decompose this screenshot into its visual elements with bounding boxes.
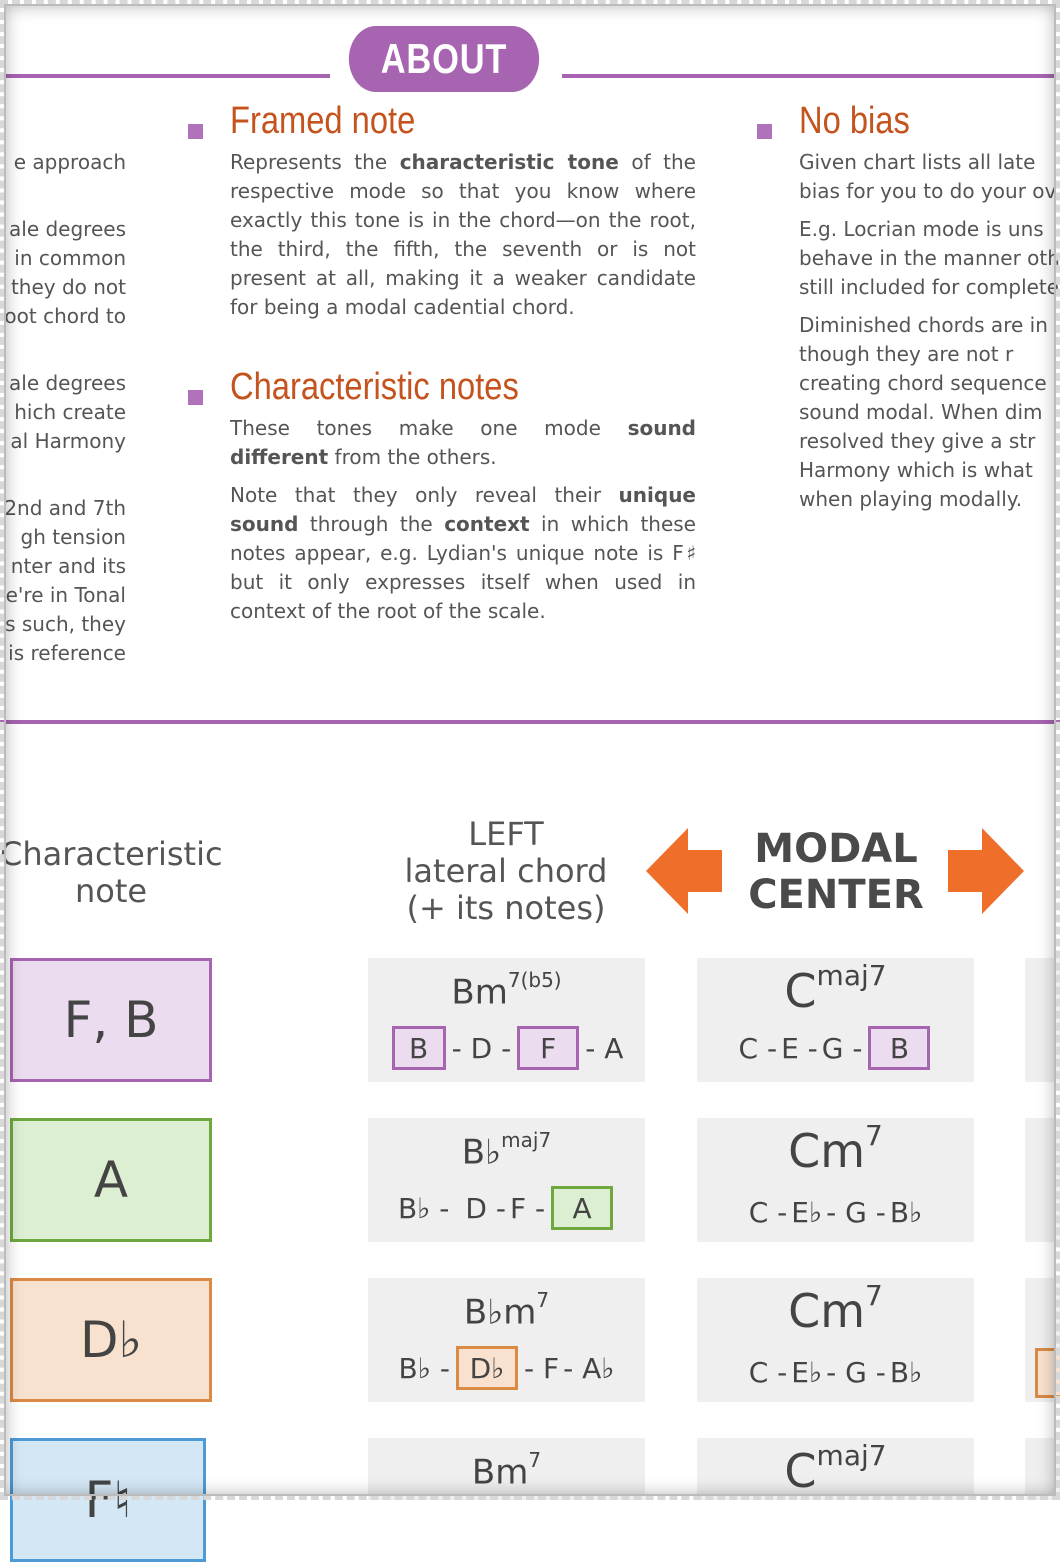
left-paragraph: 2nd and 7th gh tension nter and its e're in Tonal s such, they is reference bbox=[4, 496, 126, 665]
framed-note: F bbox=[517, 1026, 579, 1070]
chord-note: E♭ bbox=[791, 1196, 823, 1229]
center-chord-card bbox=[697, 1278, 974, 1402]
left-paragraph: ale degrees in common they do not oot chord to bbox=[4, 217, 126, 328]
chord-note: C - bbox=[748, 1356, 788, 1389]
chord-note: - A♭ bbox=[563, 1351, 615, 1385]
chord-note: F - bbox=[509, 1191, 546, 1225]
chord-note: B♭ bbox=[889, 1196, 923, 1229]
no-bias-line: sound modal. When dim bbox=[799, 400, 1043, 424]
top-rule-left bbox=[0, 74, 330, 78]
no-bias-bullet-icon bbox=[757, 124, 772, 139]
no-bias-heading: No bias bbox=[799, 100, 910, 142]
chord-name bbox=[368, 1448, 645, 1493]
framed-note: B bbox=[868, 1026, 930, 1070]
no-bias-body bbox=[799, 148, 1060, 514]
framed-note: D♭ bbox=[456, 1346, 518, 1390]
no-bias-line: though they are not r bbox=[799, 342, 1014, 366]
char-notes-text: from the others. bbox=[328, 445, 497, 469]
characteristic-notes-body bbox=[230, 414, 696, 635]
chord-extension: 7 bbox=[865, 1279, 883, 1313]
framed-note-heading: Framed note bbox=[230, 100, 416, 142]
framed-note-text: of the respective mode so that you know where exactly this tone is in the chord—on the root, the third, the fifth, the seventh or is not present at all, making it a weaker candidate for being a modal cadential chord. bbox=[230, 150, 696, 319]
left-paragraph: ale degrees hich create al Harmony bbox=[9, 371, 126, 453]
chord-note: - A bbox=[585, 1031, 624, 1065]
no-bias-line: behave in the manner oth bbox=[799, 246, 1060, 270]
chord-note: - G - bbox=[826, 1196, 886, 1229]
chord-note: - G - bbox=[826, 1356, 886, 1389]
header-line: Characteristic bbox=[0, 835, 223, 873]
framed-note: B bbox=[392, 1026, 446, 1070]
chord-root: Bm bbox=[471, 1452, 529, 1493]
chord-notes bbox=[368, 1026, 645, 1070]
no-bias-line: bias for you to do your ov bbox=[799, 179, 1057, 203]
chord-notes bbox=[697, 1196, 974, 1229]
chord-note: C - bbox=[738, 1031, 778, 1065]
no-bias-line: when playing modally. bbox=[799, 487, 1023, 511]
chord-note: C - bbox=[748, 1196, 788, 1229]
header-line: (+ its notes) bbox=[406, 889, 606, 927]
left-chord-card bbox=[368, 958, 645, 1082]
chord-note: B♭ - bbox=[398, 1351, 450, 1385]
chord-root: Bm bbox=[451, 972, 508, 1013]
chord-root: B♭m bbox=[463, 1292, 537, 1333]
about-badge: ABOUT bbox=[349, 26, 539, 92]
chord-root: Cm bbox=[788, 1284, 866, 1338]
no-bias-line: Given chart lists all late bbox=[799, 150, 1036, 174]
chord-name bbox=[697, 959, 974, 1018]
no-bias-line: still included for complete bbox=[799, 275, 1060, 299]
left-chord-card bbox=[368, 1438, 645, 1500]
char-notes-text: in which these notes appear, e.g. Lydian's unique note is F♯ but it only expresses itself when used in context of the root of the scale. bbox=[230, 512, 696, 623]
header-line: note bbox=[74, 872, 148, 910]
chord-notes bbox=[697, 1356, 974, 1389]
right-chord-card-partial bbox=[1025, 1438, 1060, 1500]
char-notes-bold: context bbox=[444, 512, 530, 536]
characteristic-note-box: F♮ bbox=[10, 1438, 206, 1562]
section-divider bbox=[0, 720, 1060, 724]
left-lateral-chord-header bbox=[388, 816, 624, 927]
header-line: LEFT bbox=[468, 815, 544, 853]
arrow-left-icon bbox=[646, 828, 722, 914]
chord-note: G - bbox=[821, 1031, 863, 1065]
chord-name bbox=[368, 1128, 645, 1173]
left-chord-card bbox=[368, 1118, 645, 1242]
chord-name bbox=[368, 968, 645, 1013]
chord-extension: maj7 bbox=[501, 1128, 552, 1152]
chord-root: C bbox=[784, 964, 817, 1018]
center-chord-card bbox=[697, 958, 974, 1082]
framed-note-text: Represents the bbox=[230, 150, 400, 174]
chord-note: - F bbox=[523, 1351, 560, 1385]
chord-extension: 7 bbox=[865, 1119, 883, 1153]
chord-extension: 7(b5) bbox=[507, 968, 562, 992]
characteristic-note-header bbox=[0, 836, 222, 910]
chord-notes bbox=[368, 1346, 645, 1390]
char-notes-text: These tones make one mode bbox=[230, 416, 628, 440]
chord-note: E - bbox=[781, 1031, 818, 1065]
chord-name bbox=[368, 1288, 645, 1333]
characteristic-notes-heading: Characteristic notes bbox=[230, 366, 519, 408]
no-bias-line: Diminished chords are in bbox=[799, 313, 1048, 337]
no-bias-line: creating chord sequence bbox=[799, 371, 1047, 395]
chord-note: B♭ bbox=[889, 1356, 923, 1389]
framed-note-bold: characteristic tone bbox=[399, 150, 619, 174]
right-chord-card-partial bbox=[1025, 1118, 1060, 1242]
chord-extension: maj7 bbox=[816, 959, 887, 993]
top-rule-right bbox=[562, 74, 1060, 78]
chord-note: - D - bbox=[451, 1031, 512, 1065]
char-notes-bold: sound different bbox=[230, 416, 696, 469]
char-notes-text: through the bbox=[298, 512, 445, 536]
center-chord-card bbox=[697, 1118, 974, 1242]
center-chord-card bbox=[697, 1438, 974, 1500]
no-bias-line: Harmony which is what bbox=[799, 458, 1033, 482]
header-line: MODAL bbox=[754, 826, 918, 872]
framed-note-partial bbox=[1035, 1348, 1060, 1398]
chord-root: B♭ bbox=[461, 1132, 502, 1173]
left-paragraph: e approach bbox=[13, 150, 126, 174]
framed-note: A bbox=[551, 1186, 613, 1230]
right-chord-card-partial bbox=[1025, 1278, 1060, 1402]
left-column-text bbox=[0, 148, 126, 678]
chord-root: C bbox=[784, 1444, 817, 1498]
char-notes-bold: unique sound bbox=[230, 483, 696, 536]
characteristic-note-box: D♭ bbox=[10, 1278, 212, 1402]
chord-note: D - bbox=[465, 1191, 506, 1225]
chord-notes bbox=[697, 1026, 974, 1070]
header-line: lateral chord bbox=[404, 852, 608, 890]
characteristic-note-box: A bbox=[10, 1118, 212, 1242]
right-chord-card-partial bbox=[1025, 958, 1060, 1082]
no-bias-line: E.g. Locrian mode is uns bbox=[799, 217, 1044, 241]
chord-notes bbox=[368, 1186, 645, 1230]
chord-name bbox=[697, 1119, 974, 1178]
no-bias-line: resolved they give a str bbox=[799, 429, 1036, 453]
left-chord-card bbox=[368, 1278, 645, 1402]
chord-root: Cm bbox=[788, 1124, 866, 1178]
chord-extension: maj7 bbox=[816, 1439, 887, 1473]
char-notes-text: Note that they only reveal their bbox=[230, 483, 619, 507]
chord-name bbox=[697, 1439, 974, 1498]
chord-extension: 7 bbox=[536, 1288, 550, 1312]
chord-note: E♭ bbox=[791, 1356, 823, 1389]
characteristic-note-box: F, B bbox=[10, 958, 212, 1082]
framed-note-bullet-icon bbox=[188, 124, 203, 139]
arrow-right-icon bbox=[948, 828, 1024, 914]
modal-center-header bbox=[736, 826, 936, 918]
framed-note-body bbox=[230, 148, 696, 331]
characteristic-notes-bullet-icon bbox=[188, 390, 203, 405]
chord-note: B♭ - bbox=[397, 1191, 450, 1225]
chord-extension: 7 bbox=[528, 1448, 542, 1472]
header-line: CENTER bbox=[748, 872, 924, 918]
chord-name bbox=[697, 1279, 974, 1338]
